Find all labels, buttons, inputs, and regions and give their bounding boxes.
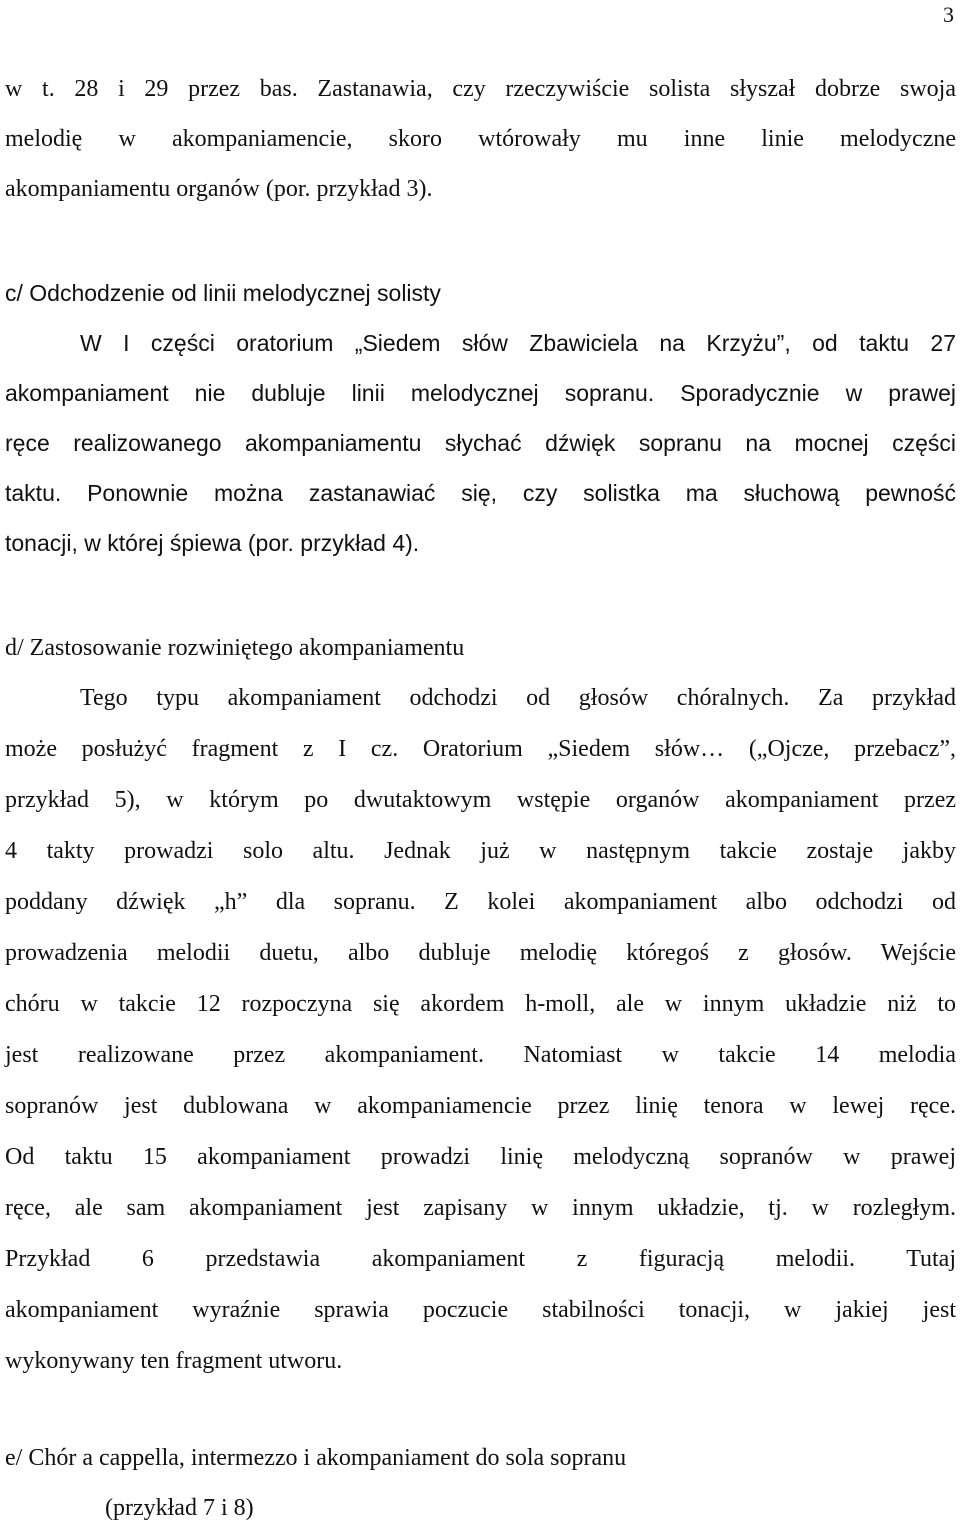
section-heading: c/ Odchodzenie od linii melodycznej solisty: [5, 280, 441, 306]
section-c: [5, 280, 956, 556]
text-line: prowadzenia melodii duetu, albo dubluje melodię któregoś z głosów. Wejście: [5, 940, 956, 966]
text-line: jest realizowane przez akompaniament. Natomiast w takcie 14 melodia: [5, 1042, 956, 1068]
text-line: może posłużyć fragment z I cz. Oratorium „Siedem słów… („Ojcze, przebacz”,: [5, 736, 956, 762]
paragraph-intro: [5, 76, 956, 202]
text-line: 4 takty prowadzi solo altu. Jednak już w następnym takcie zostaje jakby: [5, 838, 956, 864]
text-line: tonacji, w której śpiewa (por. przykład 4).: [5, 530, 420, 556]
text-line: ręce, ale sam akompaniament jest zapisany w innym układzie, tj. w rozległym.: [5, 1195, 956, 1221]
text-line: przykład 5), w którym po dwutaktowym wstępie organów akompaniament przez: [5, 787, 956, 813]
text-line: akompaniamentu organów (por. przykład 3).: [5, 176, 433, 202]
text-line: Tego typu akompaniament odchodzi od głosów chóralnych. Za przykład: [80, 685, 956, 711]
text-line: ręce realizowanego akompaniamentu słychać dźwięk sopranu na mocnej części: [5, 430, 956, 456]
text-line: Przykład 6 przedstawia akompaniament z figuracją melodii. Tutaj: [5, 1246, 956, 1272]
text-line: akompaniament nie dubluje linii melodycznej sopranu. Sporadycznie w prawej: [5, 380, 956, 406]
text-line: w t. 28 i 29 przez bas. Zastanawia, czy rzeczywiście solista słyszał dobrze swoja: [5, 76, 956, 102]
section-subheading: (przykład 7 i 8): [105, 1495, 254, 1521]
text-line: chóru w takcie 12 rozpoczyna się akordem h-moll, ale w innym układzie niż to: [5, 991, 956, 1017]
text-line: poddany dźwięk „h” dla sopranu. Z kolei akompaniament albo odchodzi od: [5, 889, 956, 915]
text-line: W I części oratorium „Siedem słów Zbawiciela na Krzyżu”, od taktu 27: [80, 330, 956, 356]
section-heading: d/ Zastosowanie rozwiniętego akompaniamentu: [5, 635, 465, 661]
text-line: sopranów jest dublowana w akompaniamencie przez linię tenora w lewej ręce.: [5, 1093, 956, 1119]
text-line: wykonywany ten fragment utworu.: [5, 1348, 343, 1374]
text-line: Od taktu 15 akompaniament prowadzi linię melodyczną sopranów w prawej: [5, 1144, 956, 1170]
section-heading: e/ Chór a cappella, intermezzo i akompaniament do sola sopranu: [5, 1445, 627, 1471]
section-e: [5, 1445, 956, 1521]
section-d: [5, 635, 956, 1374]
text-line: akompaniament wyraźnie sprawia poczucie stabilności tonacji, w jakiej jest: [5, 1297, 956, 1323]
text-line: taktu. Ponownie można zastanawiać się, czy solistka ma słuchową pewność: [5, 480, 956, 506]
page-number: 3: [943, 2, 954, 27]
text-line: melodię w akompaniamencie, skoro wtórowały mu inne linie melodyczne: [5, 126, 956, 152]
